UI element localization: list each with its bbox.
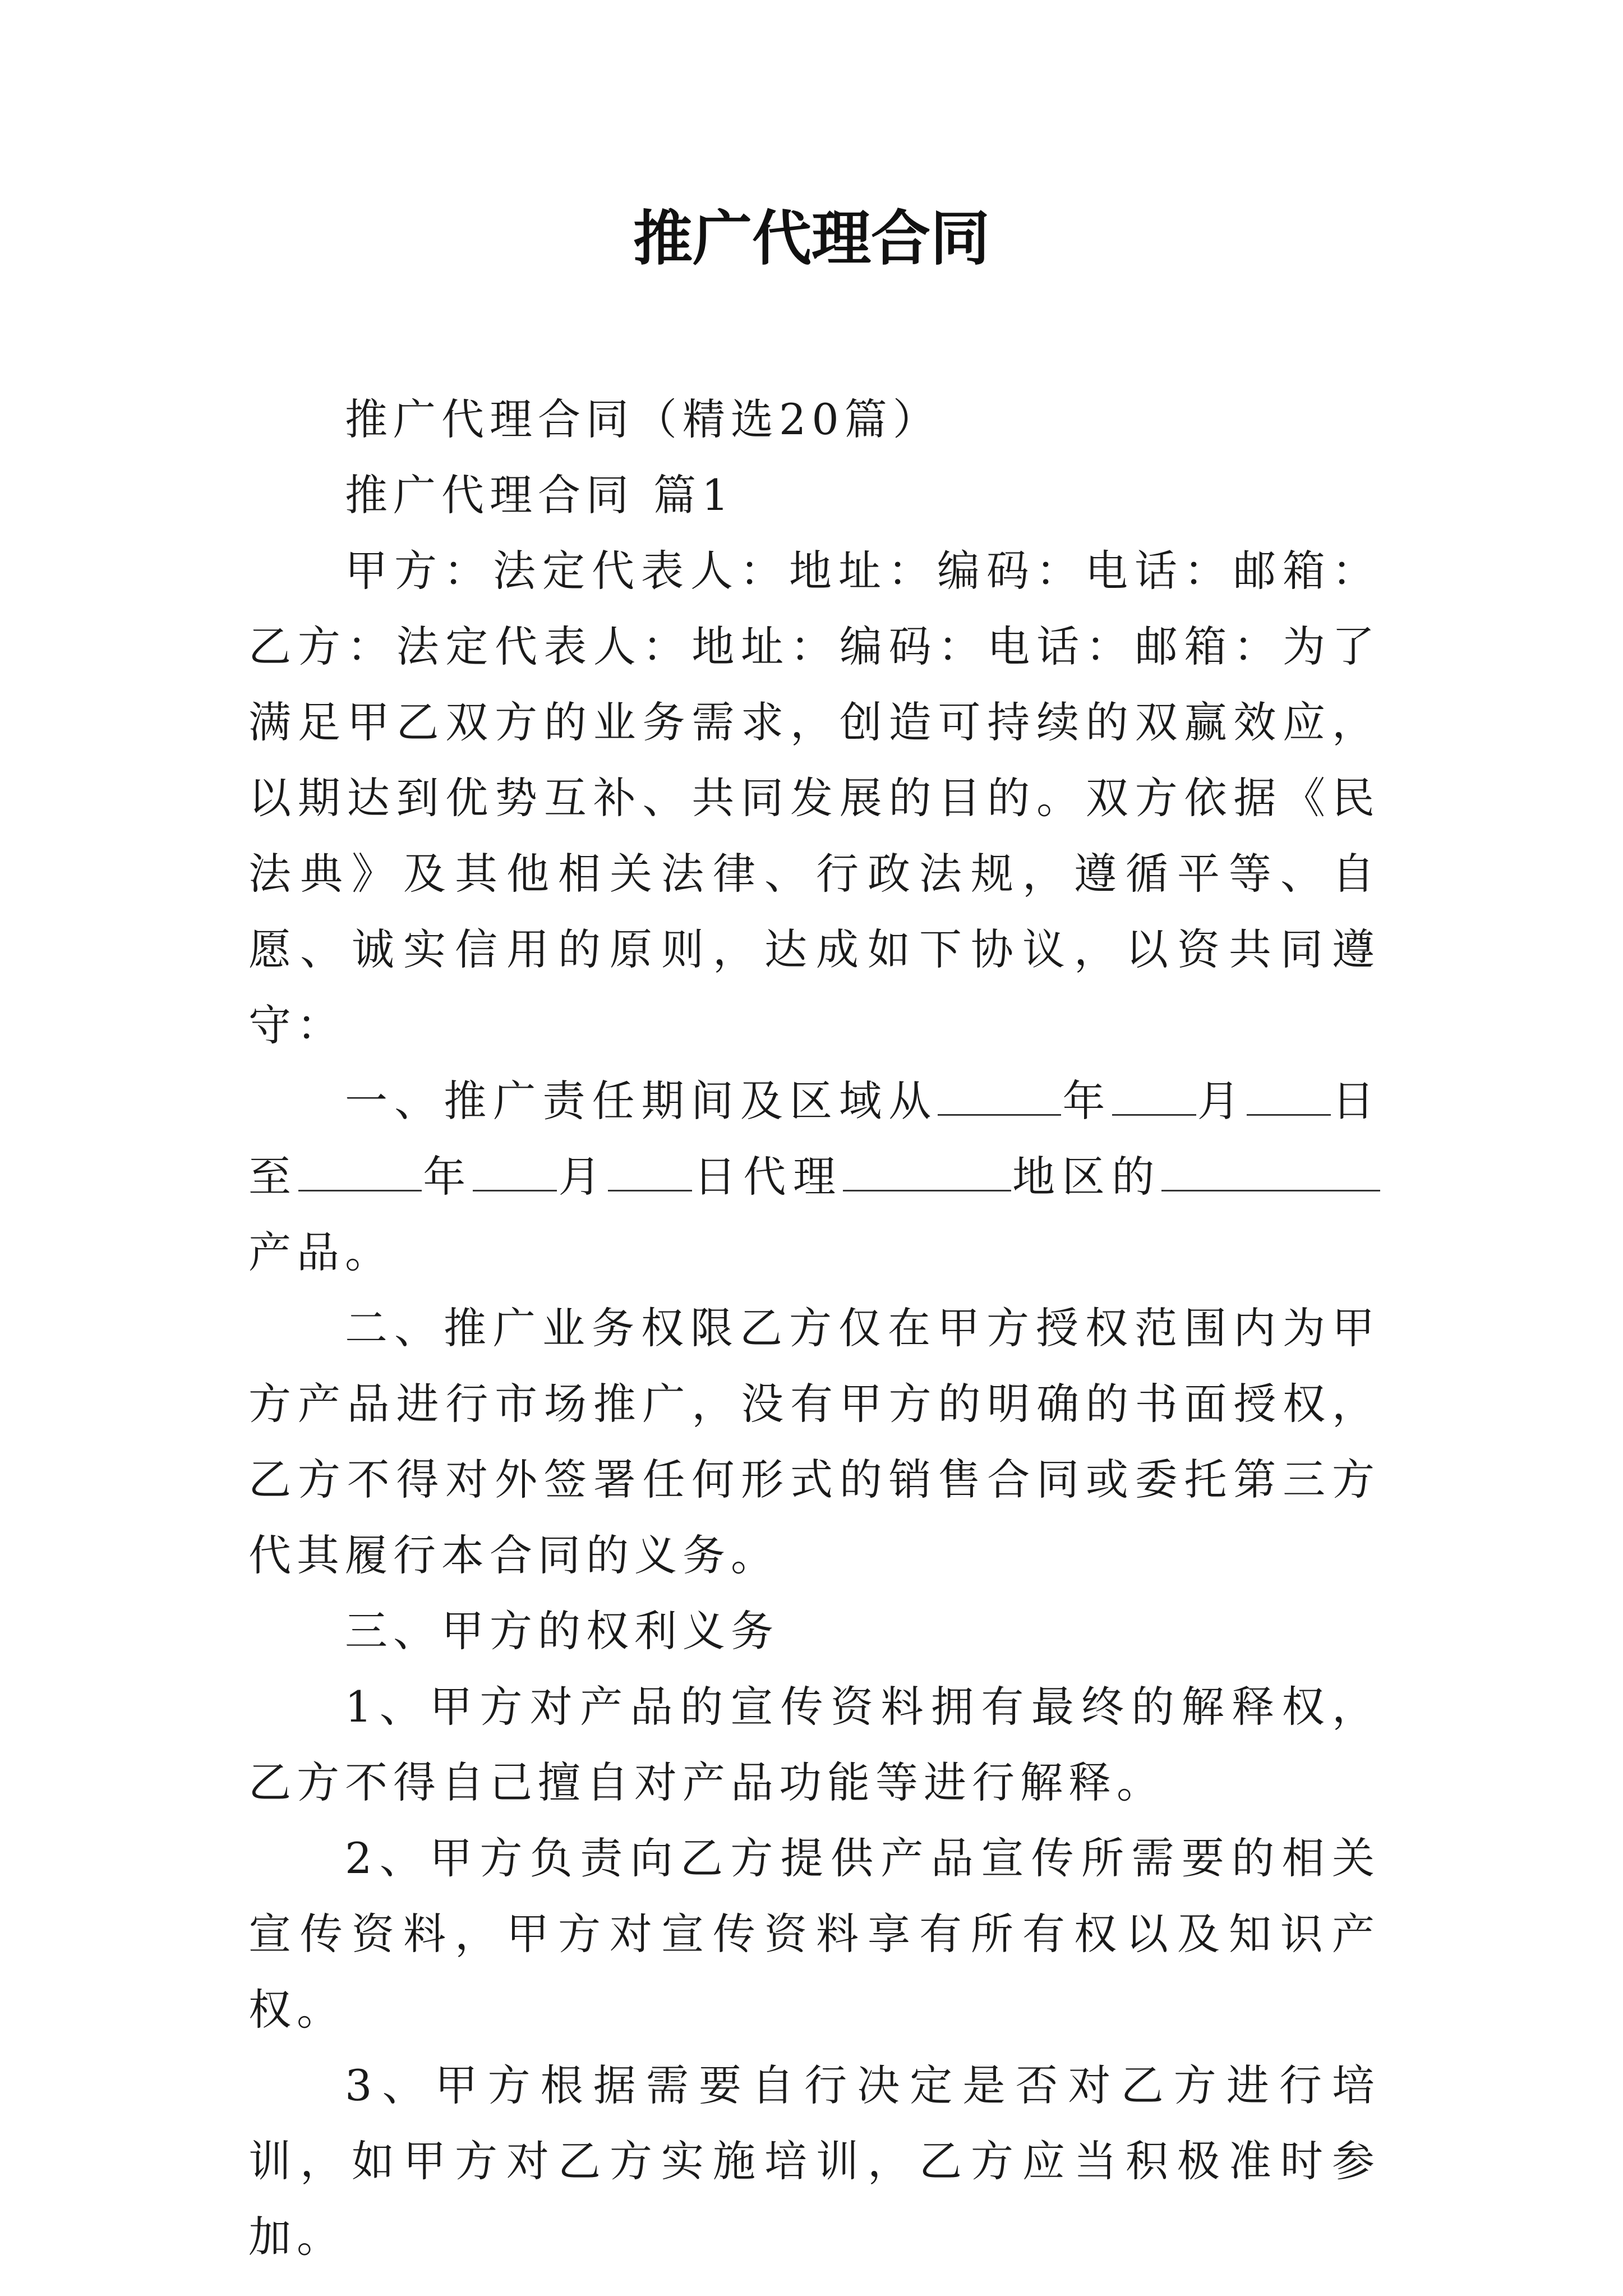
day-agent-label: 日代理: [692, 1152, 843, 1202]
clause-3-item-2: 2、甲方负责向乙方提供产品宣传所需要的相关宣传资料，甲方对宣传资料享有所有权以及知识产权。: [248, 1833, 1380, 2035]
clause-1-paragraph: [248, 1063, 1380, 1290]
product-blank: [1161, 1151, 1380, 1191]
end-year-blank: [298, 1151, 422, 1191]
area-blank: [843, 1151, 1011, 1191]
parties-paragraph: 甲方：法定代表人：地址：编码：电话：邮箱：乙方：法定代表人：地址：编码：电话：邮箱：为了满足甲乙双方的业务需求，创造可持续的双赢效应，以期达到优势互补、共同发展的目的。双方依据《民法典》及其他相关法律、行政法规，遵循平等、自愿、诚实信用的原则，达成如下协议，以资共同遵守：: [248, 546, 1380, 1050]
month-label: 月: [556, 1152, 608, 1202]
start-year-blank: [938, 1075, 1061, 1116]
clause-3-heading: 三、甲方的权利义务: [345, 1606, 779, 1656]
end-month-blank: [473, 1151, 557, 1191]
product-end-label: 产品。: [248, 1227, 393, 1277]
document-title: 推广代理合同: [633, 203, 990, 273]
area-of-label: 地区的: [1011, 1152, 1162, 1202]
clause-2-paragraph: 二、推广业务权限乙方仅在甲方授权范围内为甲方产品进行市场推广，没有甲方的明确的书面授权，乙方不得对外签署任何形式的销售合同或委托第三方代其履行本合同的义务。: [248, 1303, 1380, 1580]
year-label: 年: [1061, 1076, 1112, 1126]
end-day-blank: [608, 1151, 692, 1191]
start-month-blank: [1112, 1075, 1196, 1116]
year-label: 年: [421, 1152, 473, 1202]
section-heading: 推广代理合同 篇1: [345, 470, 735, 520]
day-to-label: 日至: [248, 1076, 1381, 1202]
clause-3-item-1: 1、甲方对产品的宣传资料拥有最终的解释权，乙方不得自己擅自对产品功能等进行解释。: [248, 1682, 1380, 1807]
clause-3-item-3: 3、甲方根据需要自行决定是否对乙方进行培训，如甲方对乙方实施培训，乙方应当积极准时参加。: [248, 2060, 1380, 2262]
document-body: [248, 381, 1380, 2275]
month-label: 月: [1196, 1076, 1247, 1126]
clause-1-prefix: 一、推广责任期间及区域从: [345, 1076, 938, 1126]
start-day-blank: [1247, 1075, 1331, 1116]
document-subtitle: 推广代理合同（精选20篇）: [345, 394, 941, 444]
